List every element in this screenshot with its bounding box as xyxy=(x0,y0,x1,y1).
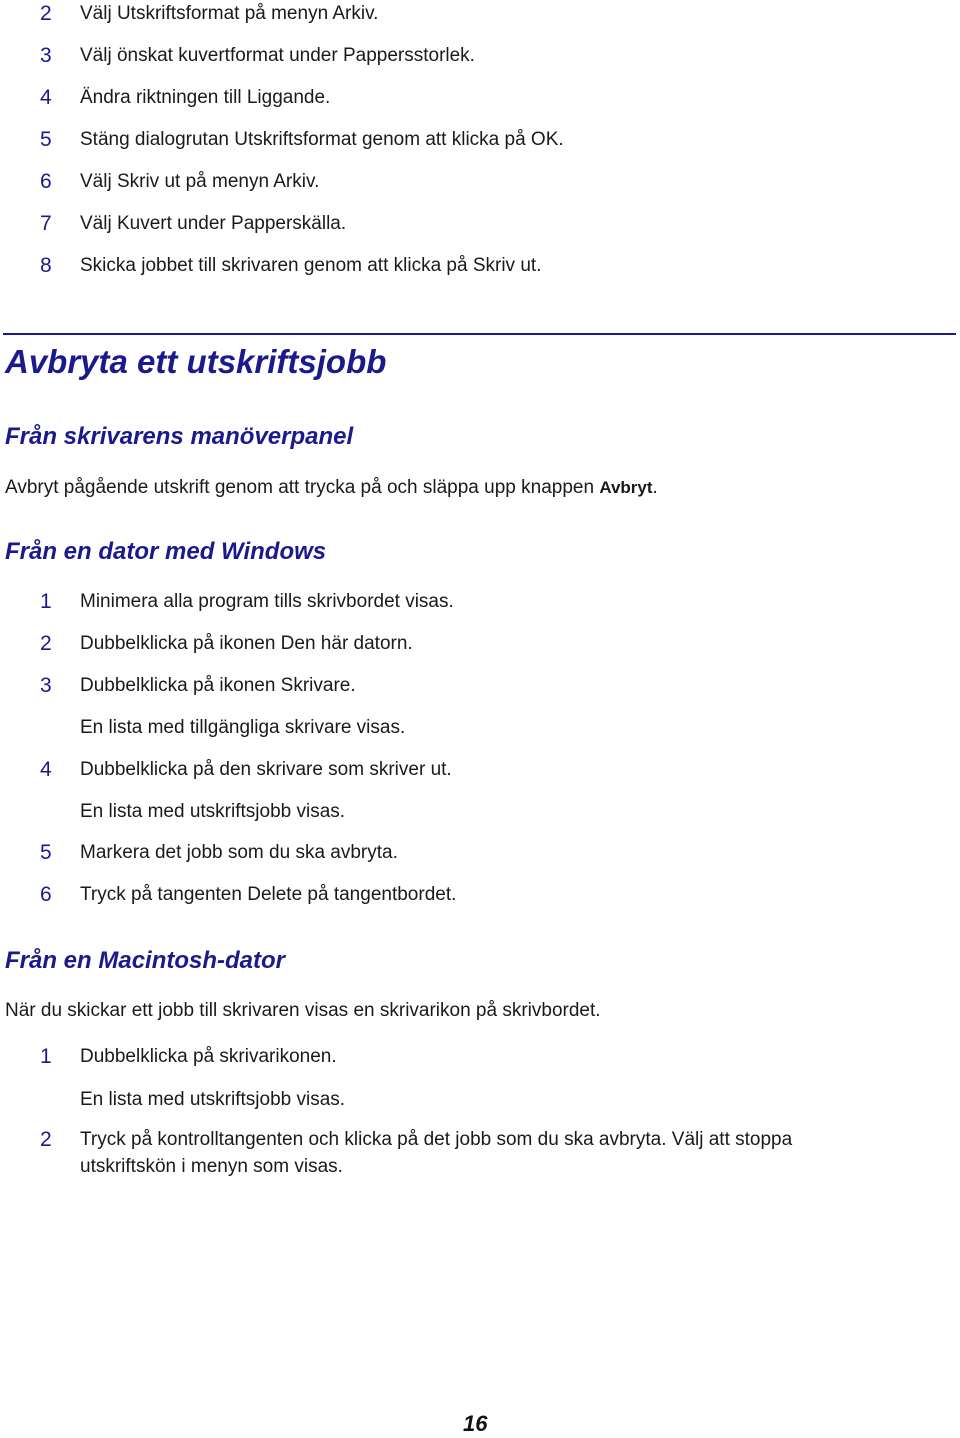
avbryt-button-name: Avbryt xyxy=(599,478,653,497)
step-number: 3 xyxy=(40,44,52,67)
step-number: 1 xyxy=(40,590,52,613)
step-text: Välj Utskriftsformat på menyn Arkiv. xyxy=(80,3,379,24)
step-number: 6 xyxy=(40,883,52,906)
step-text: Dubbelklicka på den skrivare som skriver ut. xyxy=(80,759,452,780)
step-number: 2 xyxy=(40,632,52,655)
panel-paragraph xyxy=(5,474,658,501)
step-text: Tryck på tangenten Delete på tangentbordet. xyxy=(80,884,457,905)
mac-heading: Från en Macintosh-dator xyxy=(5,947,286,974)
step-note: En lista med utskriftsjobb visas. xyxy=(80,1089,346,1110)
step-number: 8 xyxy=(40,254,52,277)
section-divider xyxy=(3,333,956,335)
step-text: Välj önskat kuvertformat under Pappersstorlek. xyxy=(80,45,475,66)
step-text: Tryck på kontrolltangenten och klicka på det jobb som du ska avbryta. Välj att stoppa utskriftskön i menyn som visas. xyxy=(80,1129,793,1177)
windows-heading: Från en dator med Windows xyxy=(5,538,327,565)
step-number: 3 xyxy=(40,674,52,697)
step-note: En lista med utskriftsjobb visas. xyxy=(80,801,346,822)
mac-intro: När du skickar ett jobb till skrivaren visas en skrivarikon på skrivbordet. xyxy=(5,1000,601,1021)
step-text: Välj Kuvert under Papperskälla. xyxy=(80,213,347,234)
section-title: Avbryta ett utskriftsjobb xyxy=(5,343,387,380)
step-text: Skicka jobbet till skrivaren genom att klicka på Skriv ut. xyxy=(80,255,542,276)
step-number: 2 xyxy=(40,2,52,25)
panel-heading: Från skrivarens manöverpanel xyxy=(5,423,354,450)
step-number: 4 xyxy=(40,758,52,781)
step-number: 1 xyxy=(40,1045,52,1068)
step-text: Markera det jobb som du ska avbryta. xyxy=(80,842,398,863)
step-text: Ändra riktningen till Liggande. xyxy=(80,87,331,108)
step-text: Dubbelklicka på ikonen Den här datorn. xyxy=(80,633,413,654)
step-note: En lista med tillgängliga skrivare visas. xyxy=(80,717,406,738)
step-text: Dubbelklicka på ikonen Skrivare. xyxy=(80,675,356,696)
step-text: Välj Skriv ut på menyn Arkiv. xyxy=(80,171,320,192)
panel-text-before: Avbryt pågående utskrift genom att trycka på och släppa upp knappen xyxy=(5,477,600,498)
step-number: 6 xyxy=(40,170,52,193)
step-number: 5 xyxy=(40,841,52,864)
step-text: Dubbelklicka på skrivarikonen. xyxy=(80,1046,337,1067)
step-number: 2 xyxy=(40,1128,52,1151)
step-text: Stäng dialogrutan Utskriftsformat genom att klicka på OK. xyxy=(80,129,564,150)
panel-text-after: . xyxy=(652,477,658,498)
step-text: Minimera alla program tills skrivbordet visas. xyxy=(80,591,454,612)
step-number: 7 xyxy=(40,212,52,235)
step-number: 5 xyxy=(40,128,52,151)
step-number: 4 xyxy=(40,86,52,109)
page-number: 16 xyxy=(463,1411,488,1436)
